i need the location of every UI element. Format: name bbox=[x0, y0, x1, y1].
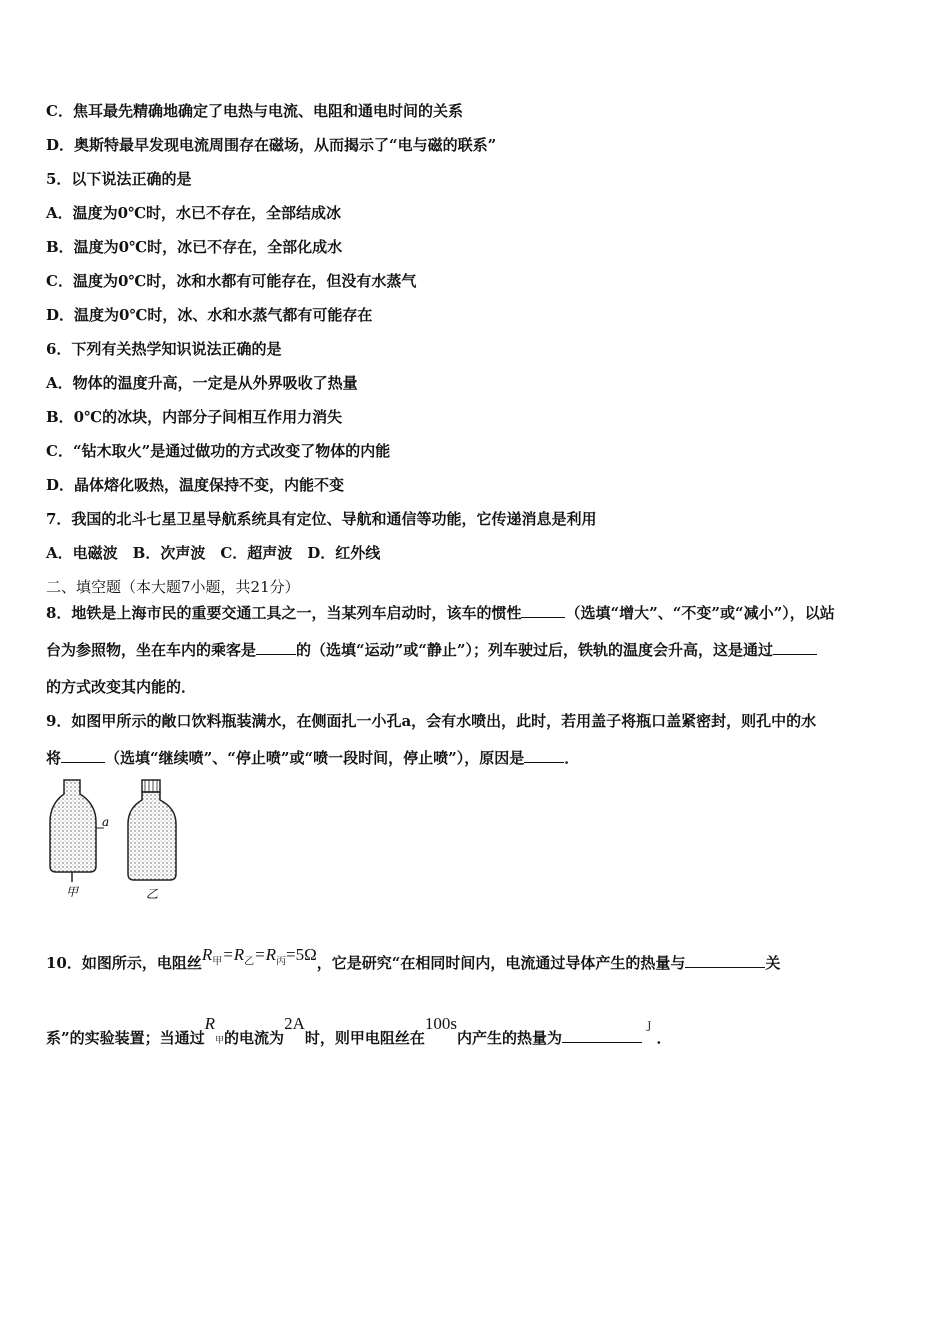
question-8-line2 bbox=[46, 640, 817, 660]
q8-text-c: 台为参照物，坐在车内的乘客是 bbox=[46, 641, 257, 659]
q10-resistance-formula: $R_甲=R_乙=R_丙=5\Omega$ bbox=[201, 945, 317, 968]
q6-option-a: A．物体的温度升高，一定是从外界吸收了热量 bbox=[46, 374, 358, 392]
q9-text-d: ． bbox=[564, 749, 580, 767]
q10-current-value: 2A bbox=[284, 1014, 305, 1033]
hole-label-a: a bbox=[102, 815, 110, 829]
q10-text-e: 的电流为 bbox=[224, 1029, 285, 1047]
question-10-line2 bbox=[46, 1014, 672, 1051]
question-10-line1 bbox=[46, 945, 781, 980]
q10-r-symbol: R bbox=[204, 1014, 216, 1033]
q8-text-a: 8．地铁是上海市民的重要交通工具之一，当某列车启动时，该车的惯性 bbox=[46, 604, 522, 622]
question-7: 7．我国的北斗七星卫星导航系统具有定位、导航和通信等功能，它传递消息是利用 bbox=[46, 510, 597, 528]
q7-options: A．电磁波 B．次声波 C．超声波 D．红外线 bbox=[46, 544, 381, 562]
q8-blank-3[interactable] bbox=[773, 640, 817, 655]
question-6: 6．下列有关热学知识说法正确的是 bbox=[46, 340, 282, 358]
question-9-line2 bbox=[46, 748, 579, 768]
q9-text-c: （选填“继续喷”、“停止喷”或“喷一段时间，停止喷”），原因是 bbox=[105, 749, 525, 767]
question-5: 5．以下说法正确的是 bbox=[46, 170, 192, 188]
option-c-joule: C．焦耳最先精确地确定了电热与电流、电阻和通电时间的关系 bbox=[46, 102, 463, 120]
section-fill-blank-title: 二、填空题（本大题7小题，共21分） bbox=[46, 578, 300, 596]
bottle-yi bbox=[128, 780, 176, 880]
q6-option-b: B．0℃的冰块，内部分子间相互作用力消失 bbox=[46, 408, 343, 426]
q9-blank-2[interactable] bbox=[524, 748, 564, 763]
q9-text-b: 将 bbox=[46, 749, 62, 767]
question-8-line3: 的方式改变其内能的． bbox=[46, 678, 197, 696]
question-8-line1 bbox=[46, 603, 835, 623]
q5-option-b: B．温度为0℃时，冰已不存在，全部化成水 bbox=[46, 238, 343, 256]
q10-text-c: 关 bbox=[765, 954, 781, 972]
q10-text-g: 内产生的热量为 bbox=[456, 1029, 562, 1047]
q5-option-c: C．温度为0℃时，冰和水都有可能存在，但没有水蒸气 bbox=[46, 272, 417, 290]
bottle-figure bbox=[46, 778, 196, 904]
q10-blank-1[interactable] bbox=[685, 953, 765, 968]
q10-text-b: ，它是研究“在相同时间内，电流通过导体产生的热量与 bbox=[316, 954, 686, 972]
q8-text-b: （选填“增大”、“不变”或“减小”），以站 bbox=[565, 604, 835, 622]
q5-option-d: D．温度为0℃时，冰、水和水蒸气都有可能存在 bbox=[46, 306, 373, 324]
q10-time-value: 100s bbox=[424, 1014, 457, 1033]
q10-text-d: 系”的实验装置；当通过 bbox=[46, 1029, 205, 1047]
q10-blank-2[interactable] bbox=[562, 1028, 642, 1043]
option-d-oersted: D．奥斯特最早发现电流周围存在磁场，从而揭示了“电与磁的联系” bbox=[46, 136, 497, 154]
q8-blank-2[interactable] bbox=[256, 640, 296, 655]
bottle-jia bbox=[50, 780, 104, 882]
q8-text-d: 的（选填“运动”或“静止”）；列车驶过后，铁轨的温度会升高，这是通过 bbox=[296, 641, 774, 659]
q10-text-f: 时，则甲电阻丝在 bbox=[304, 1029, 425, 1047]
q10-text-h: ． bbox=[656, 1029, 672, 1047]
q5-option-a: A．温度为0℃时，水已不存在，全部结成冰 bbox=[46, 204, 342, 222]
q10-r-subscript: 甲 bbox=[215, 1036, 225, 1046]
q6-option-c: C．“钻木取火”是通过做功的方式改变了物体的内能 bbox=[46, 442, 391, 460]
bottle-illustration bbox=[46, 778, 196, 904]
q10-unit-joule: J bbox=[647, 1021, 652, 1032]
q6-option-d: D．晶体熔化吸热，温度保持不变，内能不变 bbox=[46, 476, 345, 494]
label-yi: 乙 bbox=[146, 887, 159, 901]
q9-blank-1[interactable] bbox=[61, 748, 105, 763]
q10-text-a: 10．如图所示，电阻丝 bbox=[46, 954, 202, 972]
question-9-line1: 9．如图甲所示的敞口饮料瓶装满水，在侧面扎一小孔a，会有水喷出，此时，若用盖子将瓶口盖紧密封，则孔中的水 bbox=[46, 712, 817, 730]
label-jia: 甲 bbox=[66, 885, 79, 899]
q8-blank-1[interactable] bbox=[521, 603, 565, 618]
